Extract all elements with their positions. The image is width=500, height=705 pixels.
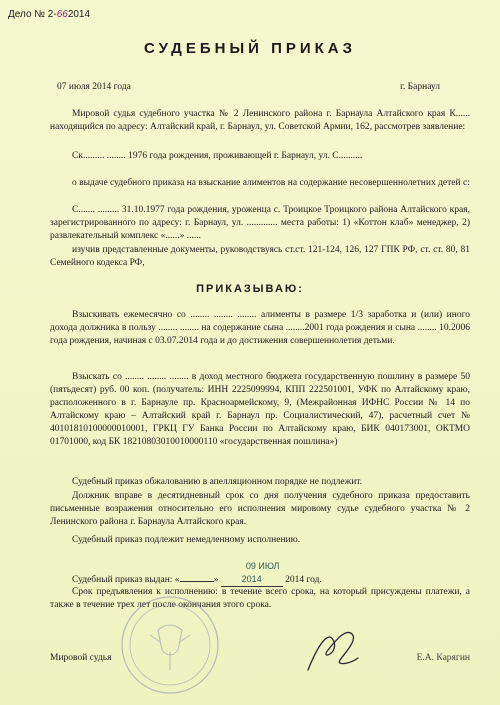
issued-date-stamp: 09 ИЮЛ 2014: [221, 560, 283, 587]
issued-line: [50, 560, 470, 587]
page-title: СУДЕБНЫЙ ПРИКАЗ: [143, 40, 357, 57]
term-paragraph: Срок предъявления к исполнению: в течение всего срока, на который присуждены платежи, а также в течение трех лет после окончания этого срока.: [50, 587, 470, 610]
case-handwritten: 66: [56, 9, 68, 20]
signature-block: [50, 653, 470, 663]
issued-suffix: 2014 год.: [285, 575, 322, 585]
issued-prefix: Судебный приказ выдан: «: [72, 575, 180, 585]
order-heading: ПРИКАЗЫВАЮ:: [196, 283, 304, 295]
applicant-paragraph: Ск......... ........ 1976 года рождения, проживающей г. Барнаул, ул. С..........: [72, 151, 363, 161]
court-seal-icon: [110, 590, 230, 700]
case-number: [8, 9, 90, 20]
signer-role: Мировой судья: [50, 653, 112, 663]
debtor-paragraph: С....... ......... 31.10.1977 года рождения, уроженца с. Троицкое Троицкого района Алтайского края, зарегистрированного по адресу: г. Барнаул, ул. ............. места работы: 1) «Коттон клаб» менеджер, 2) развлекательный комплекс «......» ......: [50, 205, 470, 241]
order-alimony-paragraph: Взыскивать ежемесячно со ........ ........ ........ алименты в размере 1/3 заработка и (или) иного дохода должника в пользу ........ ........ на содержание сына ........2001 года рождения и сына ........ 10.2006 года рождения, начиная с 03.07.2014 года и до достижения совершеннолетия детьми.: [50, 310, 470, 346]
objection-paragraph: Должник вправе в десятидневный срок со дня получения судебного приказа предоставить письменные возражения относительно его исполнения мировому судье судебного участка № 2 Ленинского района г. Барнаула Алтайского края.: [50, 491, 470, 527]
issued-day-blank: [180, 581, 214, 582]
appeal-paragraph: Судебный приказ обжалованию в апелляционном порядке не подлежит.: [72, 477, 363, 487]
order-city: г. Барнаул: [400, 82, 440, 92]
date-line: [57, 82, 440, 92]
signer-name: Е.А. Карягин: [416, 653, 470, 663]
immediate-paragraph: Судебный приказ подлежит немедленному исполнению.: [72, 535, 301, 545]
order-date: 07 июля 2014 года: [57, 82, 131, 92]
issued-mid: »: [213, 575, 219, 585]
intro-paragraph: Мировой судья судебного участка № 2 Ленинского района г. Барнаула Алтайского края К...... находящийся по адресу: Алтайский край, г. Барнаул, ул. Советской Армии, 162, рассмотрев заявление:: [50, 109, 470, 132]
subject-paragraph: о выдаче судебного приказа на взыскание алиментов на содержание несовершеннолетних детей с:: [72, 178, 470, 188]
case-suffix: 2014: [67, 9, 91, 20]
order-duty-paragraph: Взыскать со ........ ........ ........ в доход местного бюджета государственную пошлину в размере 50 (пятьдесят) руб. 00 коп. (получатель: ИНН 2225099994, КПП 222501001, УФК по Алтайскому краю, расположенного в г. Барнауле пр. Красноармейскому, 9, (Межрайонная ИФНС России № 14 по Алтайскому краю – Алтайский край г. Барнаул пр. Социалистический, 47), расчетный счет № 40101810100000010001, ГРКЦ ГУ Банка России по Алтайскому краю, БИК 040173001, ОКТМО 01701000, код БК 18210803010010000110 «государственная пошлина»): [50, 372, 470, 447]
studied-paragraph: изучив представленные документы, руководствуясь ст.ст. 121-124, 126, 127 ГПК РФ, ст. ст. 80, 81 Семейного кодекса РФ,: [50, 245, 470, 268]
judge-signature-icon: [300, 620, 370, 680]
case-prefix: Дело № 2-: [8, 9, 57, 20]
